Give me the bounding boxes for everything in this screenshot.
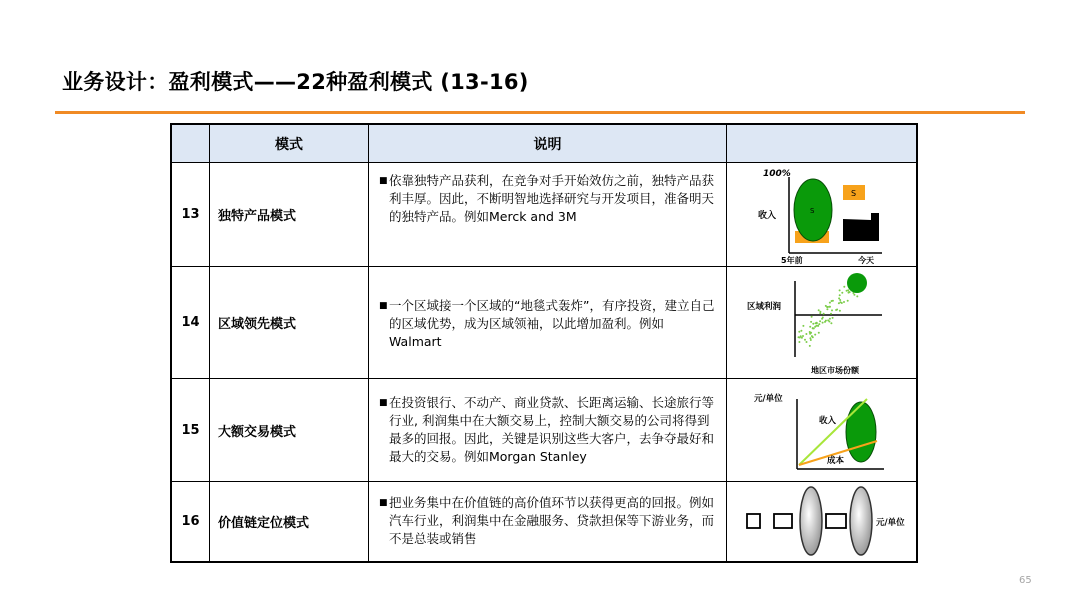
spray-dot — [809, 333, 811, 335]
spray-dot — [829, 306, 831, 308]
header-num-cell — [172, 125, 209, 162]
chain-box-2 — [774, 514, 792, 528]
spray-dot — [853, 294, 855, 296]
spray-dot — [819, 320, 821, 322]
spray-dot — [841, 292, 843, 294]
row-number: 15 — [181, 422, 200, 438]
bullet-icon: ■ — [379, 176, 388, 186]
spray-dot — [856, 295, 858, 297]
spray-dot — [805, 333, 807, 335]
large-transaction-diagram — [727, 379, 916, 481]
spray-dot — [798, 341, 800, 343]
spray-dot — [825, 320, 827, 322]
profit-model-table — [170, 123, 918, 563]
y-axis-label: 元/单位 — [754, 394, 783, 404]
header-desc: 说明 — [368, 125, 726, 162]
spray-dot — [831, 309, 833, 311]
table-row — [172, 266, 916, 378]
table-header-row — [172, 125, 916, 162]
chain-box-1 — [747, 514, 760, 528]
spray-dot — [818, 309, 820, 311]
green-transaction-oval — [846, 402, 876, 462]
y-axis-label: 区域利润 — [747, 302, 782, 312]
spray-dot — [810, 339, 812, 341]
unit-label: 元/单位 — [876, 518, 905, 528]
x-axis-label: 地区市场份额 — [811, 366, 859, 375]
page-title: 业务设计：盈利模式——22种盈利模式 (13-16) — [62, 70, 529, 94]
row-number: 13 — [181, 207, 200, 222]
title-divider — [55, 111, 1025, 114]
revenue-label: 收入 — [758, 211, 777, 221]
spray-dot — [802, 335, 804, 337]
regional-leader-diagram — [727, 267, 916, 378]
row-number: 14 — [181, 315, 200, 330]
table-row — [172, 162, 916, 266]
spray-dot — [822, 322, 824, 324]
unique-product-diagram — [727, 163, 916, 266]
spray-dot — [839, 299, 841, 301]
spray-dot — [811, 316, 813, 318]
spray-dot — [798, 331, 800, 333]
row-mode-name: 独特产品模式 — [209, 163, 368, 266]
chain-oval-1 — [800, 487, 822, 555]
spray-dot — [812, 323, 814, 325]
figure-large-transaction — [726, 379, 916, 481]
chain-oval-2 — [850, 487, 872, 555]
spray-dot — [839, 294, 841, 296]
row-description — [368, 379, 726, 481]
spray-dot — [829, 302, 831, 304]
spray-dot — [829, 318, 831, 320]
spray-dot — [827, 306, 829, 308]
bullet-icon: ■ — [379, 301, 388, 311]
spray-dot — [809, 345, 811, 347]
spray-dot — [836, 309, 838, 311]
table-row — [172, 378, 916, 481]
page-number: 65 — [1019, 575, 1032, 586]
revenue-label: 收入 — [819, 416, 837, 426]
spray-dot — [806, 341, 808, 343]
value-chain-diagram — [727, 482, 916, 561]
spray-dot — [809, 337, 811, 339]
spray-dot — [826, 308, 828, 310]
spray-dot — [814, 326, 816, 328]
x-right-label: 今天 — [858, 256, 874, 265]
spray-dot — [798, 336, 800, 338]
header-mode: 模式 — [209, 125, 368, 162]
spray-dot — [823, 313, 825, 315]
spray-dot — [822, 317, 824, 319]
row-mode-name: 大额交易模式 — [209, 379, 368, 481]
figure-unique-product — [726, 163, 916, 266]
spray-dot — [818, 332, 820, 334]
x-left-label: 5年前 — [781, 256, 803, 265]
spray-dot — [816, 322, 818, 324]
spray-dot — [839, 289, 841, 291]
spray-dot — [825, 305, 827, 307]
figure-value-chain — [726, 482, 916, 561]
regional-leader-circle — [847, 273, 867, 293]
table-row — [172, 481, 916, 561]
header-figure-cell — [726, 125, 916, 162]
spray-dot — [843, 286, 845, 288]
row-description-text: 在投资银行、不动产、商业贷款、长距离运输、长途旅行等行业, 利润集中在大额交易上，控制大额交易的公司将得到最多的回报。因此，关键是识别这些大客户，去争夺最好和最大的交易。例如Morgan Stanley — [389, 395, 715, 464]
spray-dot — [812, 336, 814, 338]
spray-dot — [809, 326, 811, 328]
cost-label: 成本 — [827, 456, 845, 466]
row-description — [368, 482, 726, 561]
row-description-text: 一个区域接一个区域的“地毯式轰炸”，有序投资，建立自己的区域优势，成为区域领袖，以此增加盈利。例如Walmart — [389, 298, 715, 349]
spray-dot — [830, 322, 832, 324]
spray-dot — [802, 325, 804, 327]
chain-box-3 — [826, 514, 846, 528]
black-block — [843, 213, 879, 241]
spray-dot — [814, 334, 816, 336]
row-description-text: 依靠独特产品获利，在竞争对手开始效仿之前，独特产品获利丰厚。因此，不断明智地选择研究与开发项目，准备明天的独特产品。例如Merck and 3M — [389, 173, 715, 224]
spray-dot — [849, 291, 851, 293]
row-number: 16 — [181, 514, 200, 529]
spray-dot — [832, 317, 834, 319]
row-description — [368, 163, 726, 266]
box-s-label: S — [851, 189, 857, 198]
row-description — [368, 267, 726, 378]
bullet-icon: ■ — [379, 398, 388, 408]
spray-dot — [847, 289, 849, 291]
spray-dot — [830, 313, 832, 315]
spray-dot — [810, 321, 812, 323]
spray-dot — [838, 302, 840, 304]
figure-regional-leader — [726, 267, 916, 378]
spray-dot — [800, 335, 802, 337]
row-mode-name: 价值链定位模式 — [209, 482, 368, 561]
pct-label: 100% — [763, 169, 791, 179]
spray-dot — [843, 301, 845, 303]
spray-dot — [819, 312, 821, 314]
oval-s-label: S — [810, 207, 815, 215]
spray-dot — [831, 300, 833, 302]
spray-dot — [818, 323, 820, 325]
spray-dot — [812, 327, 814, 329]
spray-dot — [800, 330, 802, 332]
spray-dot — [827, 319, 829, 321]
spray-dot — [847, 300, 849, 302]
row-mode-name: 区域领先模式 — [209, 267, 368, 378]
row-description-text: 把业务集中在价值链的高价值环节以获得更高的回报。例如汽车行业，利润集中在金融服务、贷款担保等下游业务，而不是总装或销售 — [389, 495, 715, 546]
bullet-icon: ■ — [379, 498, 388, 508]
spray-dot — [839, 310, 841, 312]
spray-dot — [804, 339, 806, 341]
